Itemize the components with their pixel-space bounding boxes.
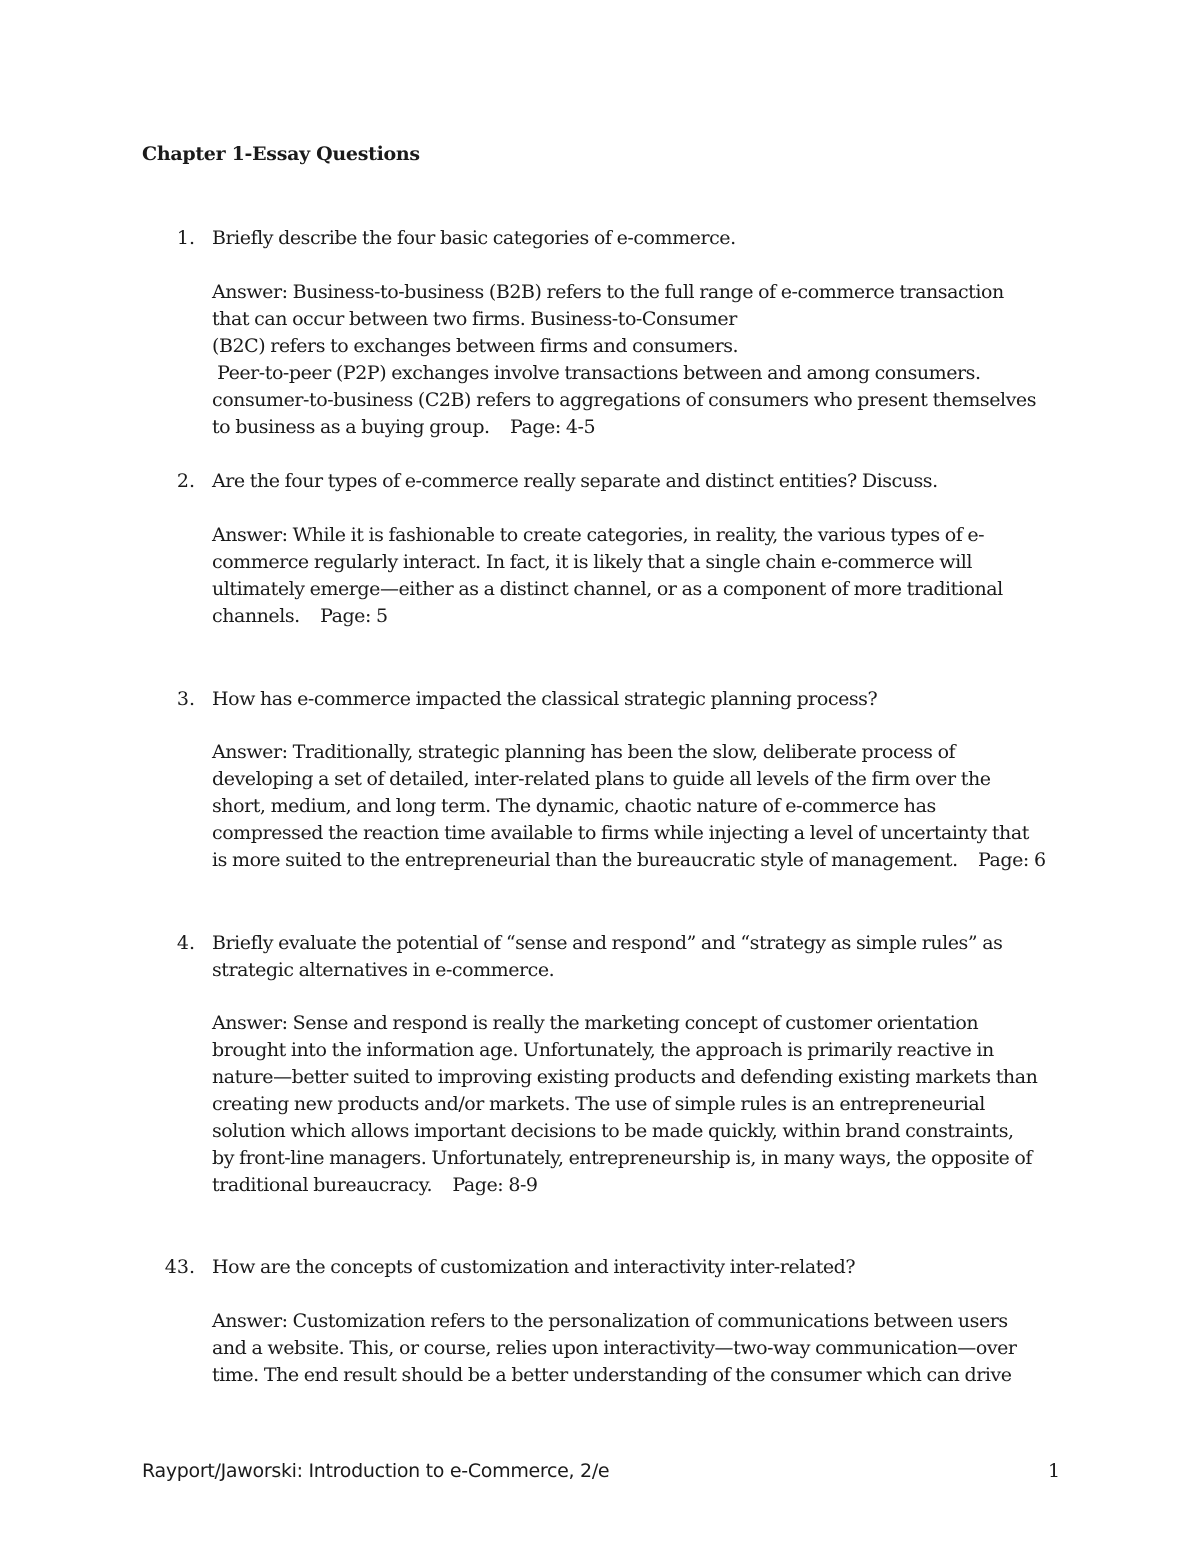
answer-line: solution which allows important decisions to be made quickly, within brand constraints, [212,1120,1014,1142]
question-text: Briefly describe the four basic categories of e-commerce. [212,227,736,249]
answer-line: Answer: While it is fashionable to create categories, in reality, the various types of e- [212,524,985,546]
answer-line: channels. Page: 5 [212,605,388,627]
page-title: Chapter 1-Essay Questions [142,143,420,165]
answer-line: compressed the reaction time available to firms while injecting a level of uncertainty that [212,822,1029,844]
question-number: 3. [176,688,195,710]
answer-line: (B2C) refers to exchanges between firms and consumers. [212,335,739,357]
footer-book-title: Rayport/Jaworski: Introduction to e-Commerce, 2/e [142,1460,610,1482]
answer-block [212,739,1112,874]
answer-line: short, medium, and long term. The dynamic, chaotic nature of e-commerce has [212,795,936,817]
answer-line: ultimately emerge—either as a distinct channel, or as a component of more traditional [212,578,1003,600]
answer-line: consumer-to-business (C2B) refers to aggregations of consumers who present themselves [212,389,1037,411]
answer-line: brought into the information age. Unfortunately, the approach is primarily reactive in [212,1039,994,1061]
question-line: Briefly evaluate the potential of “sense and respond” and “strategy as simple rules” as [212,932,1003,954]
answer-line: commerce regularly interact. In fact, it is likely that a single chain e-commerce will [212,551,972,573]
answer-line: that can occur between two firms. Business-to-Consumer [212,308,737,330]
answer-block [212,1010,1112,1199]
answer-line: traditional bureaucracy. Page: 8-9 [212,1174,538,1196]
answer-block [212,279,1112,441]
answer-line: is more suited to the entrepreneurial than the bureaucratic style of management. Page: 6 [212,849,1046,871]
question-text: How has e-commerce impacted the classical strategic planning process? [212,688,878,710]
question-number: 1. [176,227,195,249]
answer-block [212,522,1112,630]
question-number: 2. [176,470,195,492]
answer-line: Answer: Business-to-business (B2B) refers to the full range of e-commerce transaction [212,281,1004,303]
question-line: strategic alternatives in e-commerce. [212,959,555,981]
question-text: Are the four types of e-commerce really separate and distinct entities? Discuss. [212,470,938,492]
answer-line: nature—better suited to improving existing products and defending existing markets than [212,1066,1038,1088]
footer-page-number: 1 [1048,1460,1061,1482]
question-text: How are the concepts of customization and interactivity inter-related? [212,1256,856,1278]
answer-line: Peer-to-peer (P2P) exchanges involve transactions between and among consumers. [212,362,981,384]
answer-line: by front-line managers. Unfortunately, entrepreneurship is, in many ways, the opposite of [212,1147,1032,1169]
answer-line: Answer: Traditionally, strategic planning has been the slow, deliberate process of [212,741,956,763]
question-text [212,930,1092,984]
answer-line: creating new products and/or markets. The use of simple rules is an entrepreneurial [212,1093,985,1115]
question-number: 4. [176,932,195,954]
answer-line: Answer: Customization refers to the personalization of communications between users [212,1310,1008,1332]
answer-line: to business as a buying group. Page: 4-5 [212,416,596,438]
answer-line: developing a set of detailed, inter-related plans to guide all levels of the firm over the [212,768,991,790]
answer-line: time. The end result should be a better understanding of the consumer which can drive [212,1364,1012,1386]
question-number: 43. [164,1256,195,1278]
answer-line: Answer: Sense and respond is really the marketing concept of customer orientation [212,1012,979,1034]
answer-block [212,1308,1112,1389]
answer-line: and a website. This, or course, relies upon interactivity—two-way communication—over [212,1337,1017,1359]
